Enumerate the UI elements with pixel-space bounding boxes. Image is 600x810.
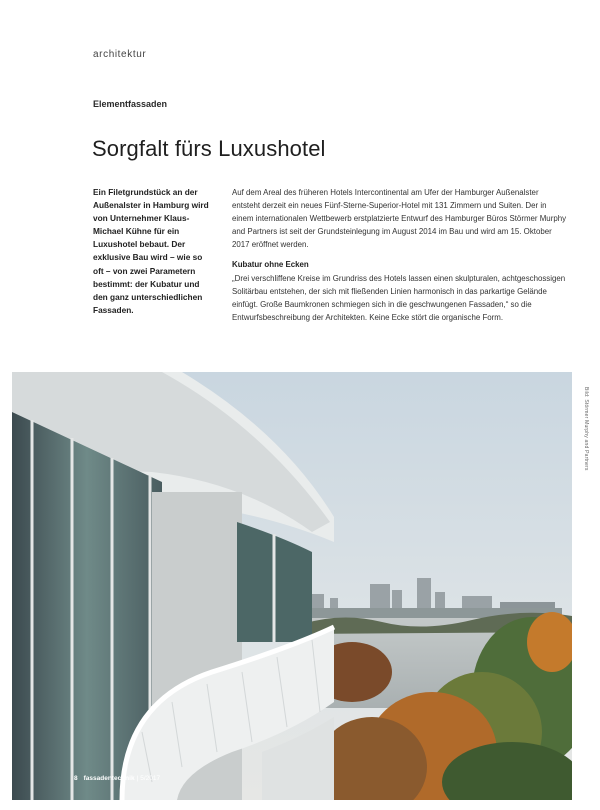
article-lead: Ein Filetgrundstück an der Außenalster in Hamburg wird von Unternehmer Klaus-Michael Kühne für ein Luxushotel bebaut. Der exklusive Bau wird – wie so oft – von zwei Parametern bestimmt: der Kubatur und den ganz unterschiedlichen Fassaden. [93, 187, 209, 315]
subheading: Kubatur ohne Ecken [232, 260, 309, 270]
body-paragraph-1: Auf dem Areal des früheren Hotels Intercontinental am Ufer der Hamburger Außenalster entsteht derzeit ein neues Fünf-Sterne-Superior-Hotel mit 131 Zimmern und Suiten. Der in einem internationalen Wettbewerb erstplatzierte Entwurf des Hamburger Büros Störmer Murphy and Partners ist seit der Grundsteinlegung im August 2014 im Bau und wird am 15. Oktober 2017 eröffnet werden. [232, 188, 567, 250]
article-title: Sorgfalt fürs Luxushotel [92, 136, 326, 161]
page-footer [74, 775, 160, 782]
photo-credit: Bild: Störmer Murphy and Partners [583, 387, 589, 471]
article-body [232, 186, 568, 324]
section-tag: architektur [93, 49, 147, 60]
issue-number: 5/2017 [140, 775, 161, 782]
magazine-brand: fassadentechnik [83, 775, 135, 782]
hotel-photo [12, 372, 572, 800]
page-number: 8 [74, 775, 78, 782]
footer-separator: | [136, 775, 139, 782]
body-paragraph-2: „Drei verschliffene Kreise im Grundriss des Hotels lassen einen skulpturalen, achtgeschossigen Solitärbau entstehen, der sich mit fließenden Linien harmonisch in das parkartige Gelände einfügt. Große Baumkronen schmiegen sich in die geschwungenen Fassaden,“ so die Entwurfsbeschreibung der Architekten. Keine Ecke stört die organische Form. [232, 273, 566, 322]
kicker: Elementfassaden [93, 99, 168, 109]
